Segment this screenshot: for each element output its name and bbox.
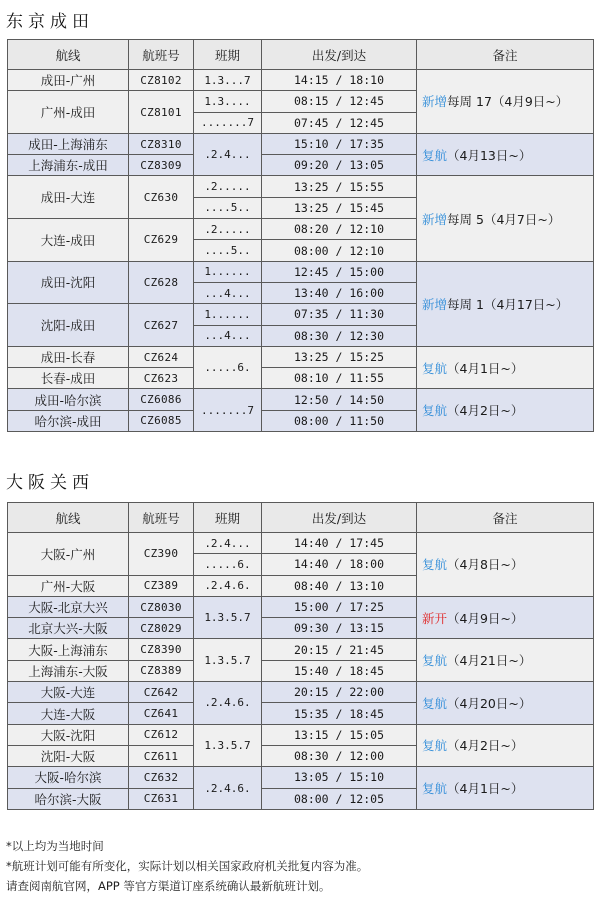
days-cell: 1...... bbox=[194, 304, 262, 325]
note-cell bbox=[417, 682, 594, 725]
days-cell: .......7 bbox=[194, 389, 262, 432]
table-row bbox=[8, 346, 594, 367]
route-cell: 沈阳-成田 bbox=[8, 304, 129, 347]
note-text: （4月8日~） bbox=[447, 557, 524, 573]
note-text: （4月9日~） bbox=[447, 610, 524, 626]
flight-cell: CZ6085 bbox=[129, 410, 194, 431]
route-cell: 成田-长春 bbox=[8, 346, 129, 367]
table-row bbox=[8, 133, 594, 154]
note-cell bbox=[417, 639, 594, 682]
flight-cell: CZ389 bbox=[129, 575, 194, 596]
note-cell bbox=[417, 767, 594, 810]
time-cell: 08:30 / 12:00 bbox=[262, 745, 417, 766]
note-tag: 复航 bbox=[422, 653, 448, 669]
days-cell: .....6. bbox=[194, 554, 262, 575]
note-cell bbox=[417, 70, 594, 134]
days-cell: .2.4.6. bbox=[194, 767, 262, 810]
note-text: 每周 5（4月7日~） bbox=[447, 211, 561, 227]
days-cell: ....5.. bbox=[194, 197, 262, 218]
note-text: （4月1日~） bbox=[447, 360, 524, 376]
table-row bbox=[8, 724, 594, 745]
table-row bbox=[8, 639, 594, 660]
flight-cell: CZ8029 bbox=[129, 618, 194, 639]
note-text: （4月2日~） bbox=[447, 403, 524, 419]
note-text: （4月2日~） bbox=[447, 738, 524, 754]
route-cell: 大阪-北京大兴 bbox=[8, 596, 129, 617]
table-row bbox=[8, 176, 594, 197]
route-cell: 哈尔滨-成田 bbox=[8, 410, 129, 431]
route-cell: 广州-大阪 bbox=[8, 575, 129, 596]
flight-cell: CZ628 bbox=[129, 261, 194, 304]
flight-cell: CZ642 bbox=[129, 682, 194, 703]
header-days: 班期 bbox=[194, 503, 262, 533]
section-title-osaka: 大阪关西 bbox=[6, 473, 94, 493]
time-cell: 09:20 / 13:05 bbox=[262, 155, 417, 176]
note-tag: 复航 bbox=[422, 360, 448, 376]
time-cell: 15:40 / 18:45 bbox=[262, 660, 417, 681]
route-cell: 成田-大连 bbox=[8, 176, 129, 219]
flight-cell: CZ8102 bbox=[129, 70, 194, 91]
route-cell: 大连-大阪 bbox=[8, 703, 129, 724]
route-cell: 长春-成田 bbox=[8, 368, 129, 389]
footer-line-official-channels: 请查阅南航官网，APP 等官方渠道订座系统确认最新航班计划。 bbox=[6, 879, 331, 893]
table-row bbox=[8, 261, 594, 282]
route-cell: 上海浦东-大阪 bbox=[8, 660, 129, 681]
footer-notes bbox=[6, 836, 368, 896]
flight-cell: CZ390 bbox=[129, 533, 194, 576]
note-text: （4月1日~） bbox=[447, 781, 524, 797]
days-cell: .2..... bbox=[194, 176, 262, 197]
header-time: 出发/到达 bbox=[262, 503, 417, 533]
footer-line-disclaimer: *航班计划可能有所变化，实际计划以相关国家政府机关批复内容为准。 bbox=[6, 859, 369, 873]
time-cell: 15:35 / 18:45 bbox=[262, 703, 417, 724]
header-route: 航线 bbox=[8, 503, 129, 533]
flight-cell: CZ630 bbox=[129, 176, 194, 219]
days-cell: 1.3.... bbox=[194, 91, 262, 112]
time-cell: 12:50 / 14:50 bbox=[262, 389, 417, 410]
time-cell: 07:45 / 12:45 bbox=[262, 112, 417, 133]
time-cell: 12:45 / 15:00 bbox=[262, 261, 417, 282]
days-cell: .2.4... bbox=[194, 533, 262, 554]
days-cell: 1...... bbox=[194, 261, 262, 282]
time-cell: 15:00 / 17:25 bbox=[262, 596, 417, 617]
note-text: 每周 1（4月17日~） bbox=[447, 296, 569, 312]
header-route: 航线 bbox=[8, 40, 129, 70]
time-cell: 13:25 / 15:55 bbox=[262, 176, 417, 197]
time-cell: 13:25 / 15:45 bbox=[262, 197, 417, 218]
header-flight: 航班号 bbox=[129, 503, 194, 533]
time-cell: 13:25 / 15:25 bbox=[262, 346, 417, 367]
section-title-tokyo: 东京成田 bbox=[6, 12, 94, 32]
time-cell: 08:15 / 12:45 bbox=[262, 91, 417, 112]
route-cell: 大阪-广州 bbox=[8, 533, 129, 576]
note-cell bbox=[417, 389, 594, 432]
note-tag: 新增 bbox=[422, 94, 448, 110]
table-row bbox=[8, 767, 594, 788]
route-cell: 哈尔滨-大阪 bbox=[8, 788, 129, 809]
days-cell: .2.4.6. bbox=[194, 682, 262, 725]
note-tag: 复航 bbox=[422, 403, 448, 419]
days-cell: 1.3.5.7 bbox=[194, 639, 262, 682]
note-cell bbox=[417, 724, 594, 767]
route-cell: 沈阳-大阪 bbox=[8, 745, 129, 766]
note-cell bbox=[417, 133, 594, 176]
time-cell: 08:20 / 12:10 bbox=[262, 219, 417, 240]
table-header-row bbox=[8, 40, 594, 70]
note-text: （4月20日~） bbox=[447, 695, 532, 711]
time-cell: 14:40 / 17:45 bbox=[262, 533, 417, 554]
route-cell: 成田-广州 bbox=[8, 70, 129, 91]
footer-line-local-time: *以上均为当地时间 bbox=[6, 839, 104, 853]
days-cell: ....5.. bbox=[194, 240, 262, 261]
note-tag: 新开 bbox=[422, 610, 448, 626]
flight-cell: CZ8389 bbox=[129, 660, 194, 681]
header-days: 班期 bbox=[194, 40, 262, 70]
header-flight: 航班号 bbox=[129, 40, 194, 70]
note-tag: 复航 bbox=[422, 147, 448, 163]
note-cell bbox=[417, 346, 594, 389]
days-cell: 1.3...7 bbox=[194, 70, 262, 91]
time-cell: 14:40 / 18:00 bbox=[262, 554, 417, 575]
time-cell: 15:10 / 17:35 bbox=[262, 133, 417, 154]
flight-cell: CZ6086 bbox=[129, 389, 194, 410]
header-time: 出发/到达 bbox=[262, 40, 417, 70]
time-cell: 08:40 / 13:10 bbox=[262, 575, 417, 596]
note-text: （4月13日~） bbox=[447, 147, 532, 163]
header-note: 备注 bbox=[417, 40, 594, 70]
route-cell: 大连-成田 bbox=[8, 219, 129, 262]
flight-cell: CZ624 bbox=[129, 346, 194, 367]
table-row bbox=[8, 596, 594, 617]
time-cell: 14:15 / 18:10 bbox=[262, 70, 417, 91]
route-cell: 广州-成田 bbox=[8, 91, 129, 134]
flight-cell: CZ631 bbox=[129, 788, 194, 809]
days-cell: 1.3.5.7 bbox=[194, 724, 262, 767]
note-tag: 复航 bbox=[422, 781, 448, 797]
header-note: 备注 bbox=[417, 503, 594, 533]
route-cell: 大阪-大连 bbox=[8, 682, 129, 703]
time-cell: 13:05 / 15:10 bbox=[262, 767, 417, 788]
days-cell: .2..... bbox=[194, 219, 262, 240]
tokyo-schedule-table bbox=[7, 39, 594, 432]
flight-cell: CZ8310 bbox=[129, 133, 194, 154]
time-cell: 08:00 / 11:50 bbox=[262, 410, 417, 431]
time-cell: 09:30 / 13:15 bbox=[262, 618, 417, 639]
flight-cell: CZ623 bbox=[129, 368, 194, 389]
note-cell bbox=[417, 533, 594, 597]
osaka-schedule-table bbox=[7, 502, 594, 810]
note-cell bbox=[417, 596, 594, 639]
note-tag: 新增 bbox=[422, 296, 448, 312]
flight-cell: CZ8390 bbox=[129, 639, 194, 660]
flight-cell: CZ612 bbox=[129, 724, 194, 745]
route-cell: 大阪-上海浦东 bbox=[8, 639, 129, 660]
table-row bbox=[8, 682, 594, 703]
route-cell: 北京大兴-大阪 bbox=[8, 618, 129, 639]
time-cell: 07:35 / 11:30 bbox=[262, 304, 417, 325]
table-row bbox=[8, 70, 594, 91]
days-cell: .......7 bbox=[194, 112, 262, 133]
time-cell: 08:30 / 12:30 bbox=[262, 325, 417, 346]
days-cell: .2.4.6. bbox=[194, 575, 262, 596]
table-header-row bbox=[8, 503, 594, 533]
route-cell: 成田-哈尔滨 bbox=[8, 389, 129, 410]
note-text: （4月21日~） bbox=[447, 653, 532, 669]
flight-cell: CZ8101 bbox=[129, 91, 194, 134]
table-row bbox=[8, 533, 594, 554]
time-cell: 13:40 / 16:00 bbox=[262, 282, 417, 303]
time-cell: 20:15 / 22:00 bbox=[262, 682, 417, 703]
time-cell: 20:15 / 21:45 bbox=[262, 639, 417, 660]
route-cell: 成田-上海浦东 bbox=[8, 133, 129, 154]
note-tag: 复航 bbox=[422, 695, 448, 711]
time-cell: 08:00 / 12:05 bbox=[262, 788, 417, 809]
route-cell: 大阪-哈尔滨 bbox=[8, 767, 129, 788]
days-cell: ...4... bbox=[194, 325, 262, 346]
flight-cell: CZ8030 bbox=[129, 596, 194, 617]
flight-cell: CZ8309 bbox=[129, 155, 194, 176]
time-cell: 08:10 / 11:55 bbox=[262, 368, 417, 389]
time-cell: 13:15 / 15:05 bbox=[262, 724, 417, 745]
days-cell: 1.3.5.7 bbox=[194, 596, 262, 639]
note-cell bbox=[417, 261, 594, 346]
note-tag: 新增 bbox=[422, 211, 448, 227]
route-cell: 大阪-沈阳 bbox=[8, 724, 129, 745]
flight-cell: CZ611 bbox=[129, 745, 194, 766]
days-cell: .....6. bbox=[194, 346, 262, 389]
flight-cell: CZ632 bbox=[129, 767, 194, 788]
note-tag: 复航 bbox=[422, 557, 448, 573]
flight-cell: CZ627 bbox=[129, 304, 194, 347]
days-cell: .2.4... bbox=[194, 133, 262, 176]
route-cell: 成田-沈阳 bbox=[8, 261, 129, 304]
route-cell: 上海浦东-成田 bbox=[8, 155, 129, 176]
days-cell: ...4... bbox=[194, 282, 262, 303]
flight-cell: CZ629 bbox=[129, 219, 194, 262]
note-tag: 复航 bbox=[422, 738, 448, 754]
note-cell bbox=[417, 176, 594, 261]
time-cell: 08:00 / 12:10 bbox=[262, 240, 417, 261]
table-row bbox=[8, 389, 594, 410]
flight-cell: CZ641 bbox=[129, 703, 194, 724]
note-text: 每周 17（4月9日~） bbox=[447, 94, 569, 110]
